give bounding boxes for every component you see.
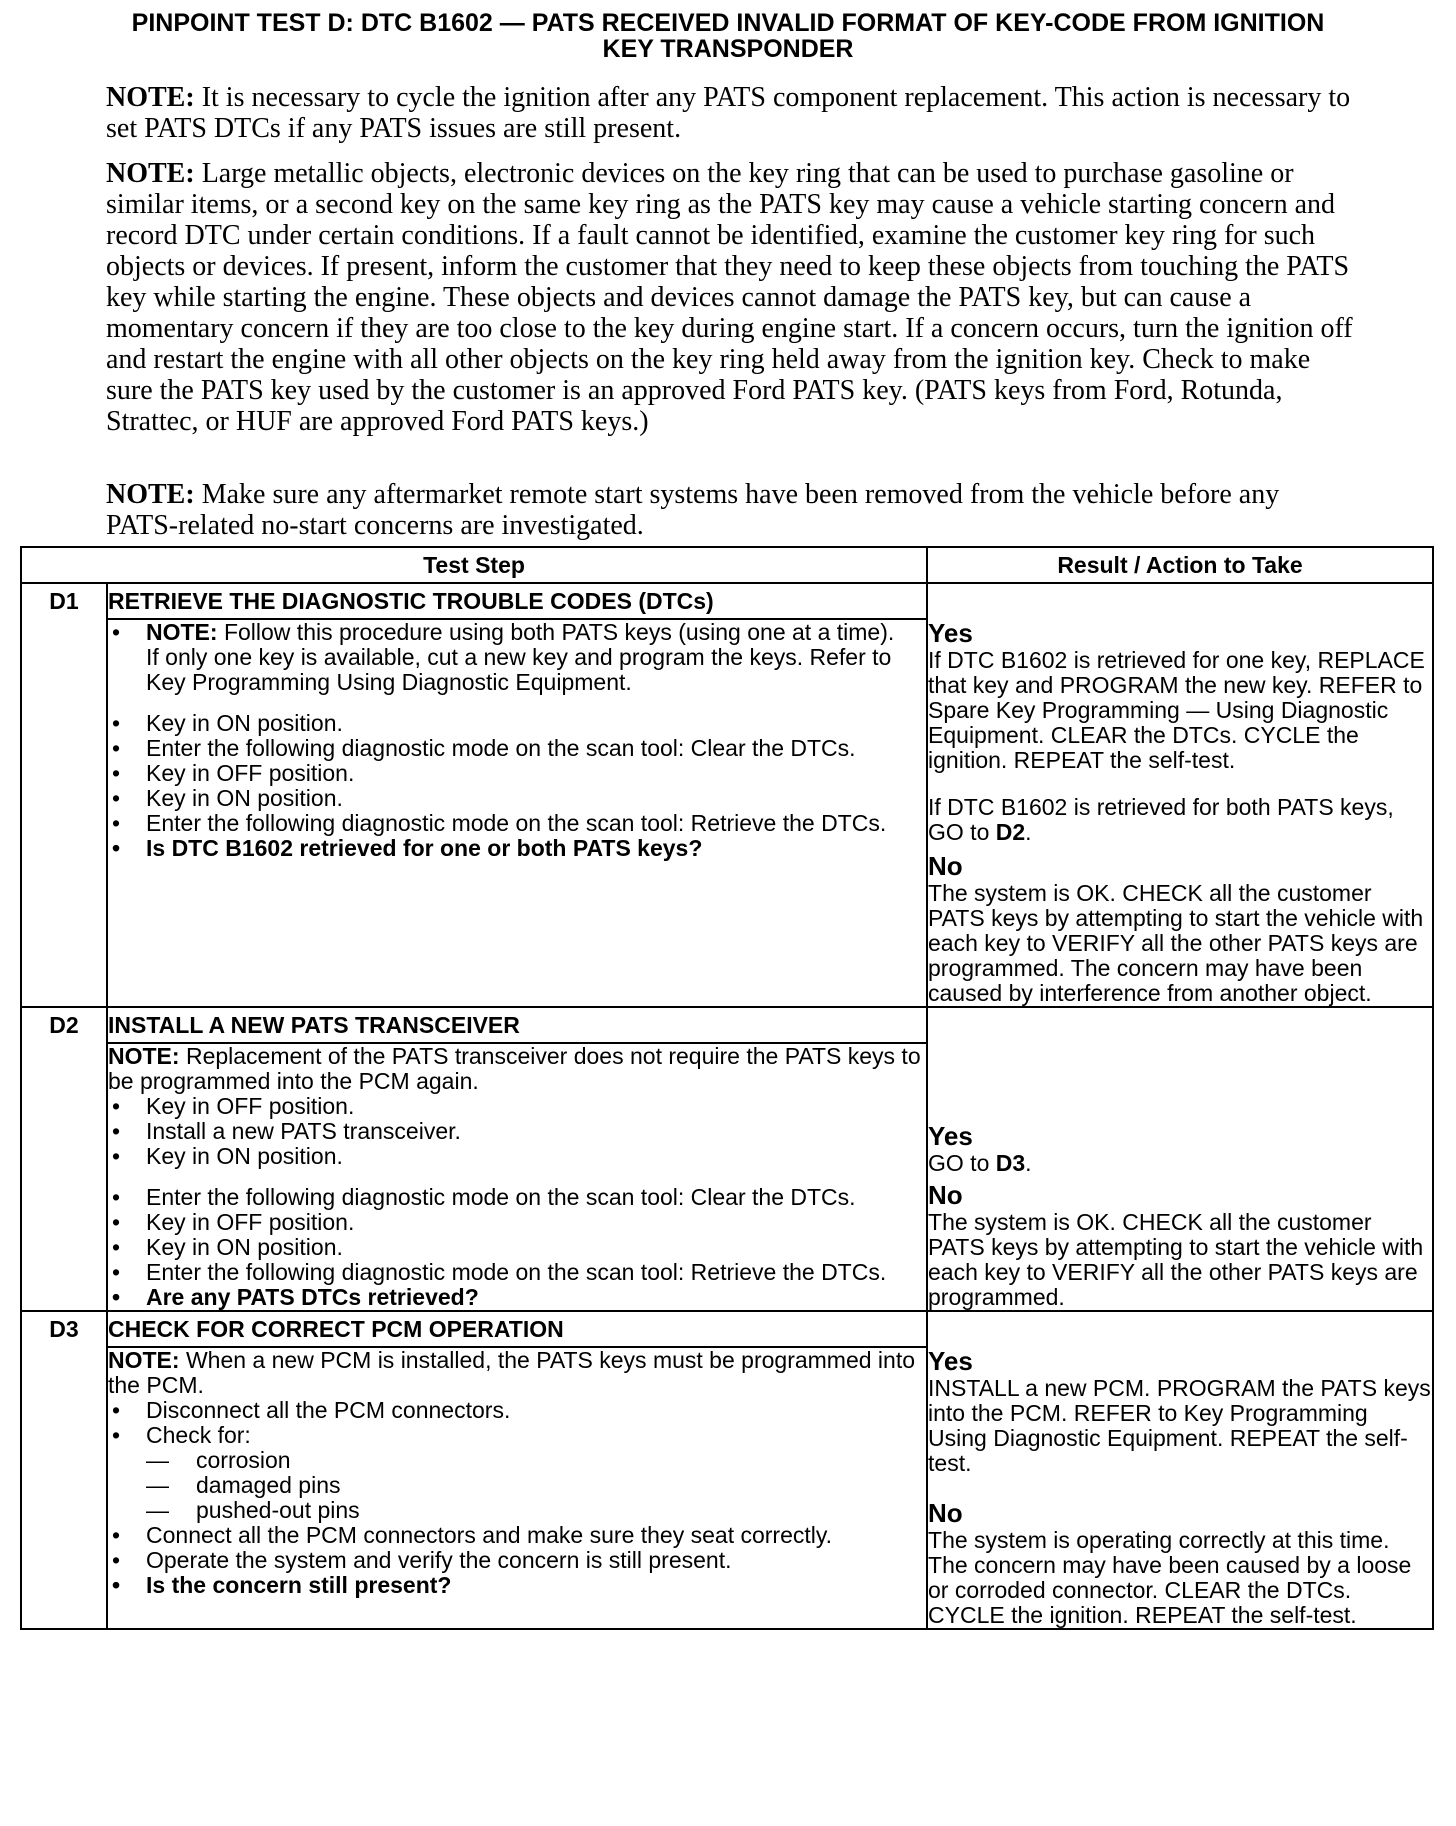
check-item: — pushed-out pins [108, 1498, 926, 1523]
check-item: — corrosion [108, 1448, 926, 1473]
result-d3-yes-text: INSTALL a new PCM. PROGRAM the PATS keys into the PCM. REFER to Key Programming Using Diagnostic Equipment. REPEAT the self-test. [928, 1375, 1431, 1476]
step-number-d3: D3 [21, 1311, 107, 1347]
note-remote-start [106, 479, 1356, 541]
list-item: • Enter the following diagnostic mode on the scan tool: Clear the DTCs. [108, 736, 926, 761]
note-text: Make sure any aftermarket remote start systems have been removed from the vehicle before any PATS-related no-start concerns are investigated. [106, 479, 1280, 541]
step-question-d3: • Is the concern still present? [108, 1573, 926, 1598]
page-title [20, 10, 1436, 62]
list-item: • Key in ON position. [108, 1144, 926, 1169]
list-item [108, 620, 926, 645]
list-item: • Check for: [108, 1423, 926, 1448]
result-d2-yes-text: GO to D3. [928, 1150, 1032, 1176]
list-item: • Enter the following diagnostic mode on the scan tool: Clear the DTCs. [108, 1185, 926, 1210]
list-item: • Install a new PATS transceiver. [108, 1119, 926, 1144]
list-item: • Connect all the PCM connectors and make sure they seat correctly. [108, 1523, 926, 1548]
note-key-ring-objects [106, 158, 1356, 437]
result-d2-yes-go: GO to [928, 1150, 990, 1176]
result-d3-no-text: The system is operating correctly at this time. The concern may have been caused by a loose or corroded connector. CLEAR the DTCs. CYCLE the ignition. REPEAT the self-test. [928, 1527, 1412, 1628]
step-title-d2: INSTALL A NEW PATS TRANSCEIVER [107, 1007, 927, 1043]
result-d1-yes-both-text: If DTC B1602 is retrieved for both PATS keys, GO to [928, 794, 1394, 845]
step-number-d2: D2 [21, 1007, 107, 1043]
step-ref-d2: D2 [995, 819, 1026, 845]
header-test-step: Test Step [21, 547, 927, 583]
header-result-action: Result / Action to Take [927, 547, 1433, 583]
title-line-1: PINPOINT TEST D: DTC B1602 — PATS RECEIVED INVALID FORMAT OF KEY-CODE FROM IGNITION [131, 9, 1325, 37]
step-d3-title-row [21, 1311, 1433, 1347]
step-body-d1 [107, 619, 927, 1007]
list-item: • Key in ON position. [108, 786, 926, 811]
pinpoint-test-table [20, 546, 1434, 1630]
list-item: • Enter the following diagnostic mode on the scan tool: Retrieve the DTCs. [108, 1260, 926, 1285]
note-label: NOTE: [106, 82, 195, 113]
list-item: • Key in OFF position. [108, 1094, 926, 1119]
yes-label: Yes [928, 1121, 973, 1151]
no-label: No [928, 1180, 963, 1210]
note-text: Large metallic objects, electronic devices on the key ring that can be used to purchase gasoline or similar items, or a second key on the same key ring as the PATS key may cause a vehicle starting concern and record DTC under certain conditions. If a fault cannot be identified, examine the customer key ring for such objects or devices. If present, inform the customer that they need to keep these objects from touching the PATS key while starting the engine. These objects and devices cannot damage the PATS key, but can cause a momentary concern if they are too close to the key during engine start. If a concern occurs, turn the ignition off and restart the engine with all other objects on the key ring held away from the ignition key. Check to make sure the PATS key used by the customer is an approved Ford PATS key. (PATS keys from Ford, Rotunda, Strattec, or HUF are approved Ford PATS keys.) [106, 158, 1353, 437]
result-d2-no-text: The system is OK. CHECK all the customer PATS keys by attempting to start the vehicle with each key to VERIFY all the other PATS keys are programmed. [928, 1209, 1424, 1310]
step-number-d1: D1 [21, 583, 107, 619]
list-item: • Disconnect all the PCM connectors. [108, 1398, 926, 1423]
title-line-2: KEY TRANSPONDER [602, 35, 854, 63]
result-d1-yes-both: If DTC B1602 is retrieved for both PATS keys, GO to D2. [928, 794, 1394, 845]
note-text: Replacement of the PATS transceiver does not require the PATS keys to be programmed into the PCM again. [108, 1043, 921, 1094]
table-header-row [21, 547, 1433, 583]
list-item: • Enter the following diagnostic mode on the scan tool: Retrieve the DTCs. [108, 811, 926, 836]
result-d2 [927, 1007, 1433, 1311]
step-body-d2 [107, 1043, 927, 1311]
note-label: NOTE: [108, 1043, 180, 1069]
step-note-d2 [108, 1044, 926, 1094]
result-d1-no-text: The system is OK. CHECK all the customer PATS keys by attempting to start the vehicle with each key to VERIFY all the other PATS keys are programmed. The concern may have been caused by interference from another object. [928, 880, 1424, 1006]
note-label: NOTE: [106, 158, 195, 189]
list-item: • Key in ON position. [108, 1235, 926, 1260]
note-text: It is necessary to cycle the ignition after any PATS component replacement. This action is necessary to set PATS DTCs if any PATS issues are still present. [106, 82, 1351, 144]
note-continuation: If only one key is available, cut a new key and program the keys. Refer to Key Programming Using Diagnostic Equipment. [146, 644, 892, 695]
result-d1 [927, 583, 1433, 1007]
step-question-d2: • Are any PATS DTCs retrieved? [108, 1285, 926, 1310]
list-item: • Key in OFF position. [108, 761, 926, 786]
note-text: When a new PCM is installed, the PATS keys must be programmed into the PCM. [108, 1347, 916, 1398]
check-item: — damaged pins [108, 1473, 926, 1498]
yes-label: Yes [928, 618, 973, 648]
result-d1-yes-text: If DTC B1602 is retrieved for one key, REPLACE that key and PROGRAM the new key. REFER to Spare Key Programming — Using Diagnostic Equipment. CLEAR the DTCs. CYCLE the ignition. REPEAT the self-test. [928, 647, 1425, 773]
note-label: NOTE: [146, 619, 218, 645]
note-label: NOTE: [108, 1347, 180, 1373]
step-title-d1: RETRIEVE THE DIAGNOSTIC TROUBLE CODES (DTCs) [107, 583, 927, 619]
note-text: Follow this procedure using both PATS keys (using one at a time). [223, 619, 895, 645]
step-body-d3 [107, 1347, 927, 1629]
step-ref-d3: D3 [995, 1150, 1026, 1176]
no-label: No [928, 851, 963, 881]
step-d1-title-row [21, 583, 1433, 619]
note-cycle-ignition [106, 82, 1356, 144]
yes-label: Yes [928, 1346, 973, 1376]
step-d2-title-row [21, 1007, 1433, 1043]
list-item: • Operate the system and verify the concern is still present. [108, 1548, 926, 1573]
list-item: • Key in OFF position. [108, 1210, 926, 1235]
list-item: • Key in ON position. [108, 711, 926, 736]
step-note-d3 [108, 1348, 926, 1398]
step-question-d1: • Is DTC B1602 retrieved for one or both PATS keys? [108, 836, 926, 861]
no-label: No [928, 1498, 963, 1528]
note-label: NOTE: [106, 479, 195, 510]
step-title-d3: CHECK FOR CORRECT PCM OPERATION [107, 1311, 927, 1347]
result-d3 [927, 1311, 1433, 1629]
